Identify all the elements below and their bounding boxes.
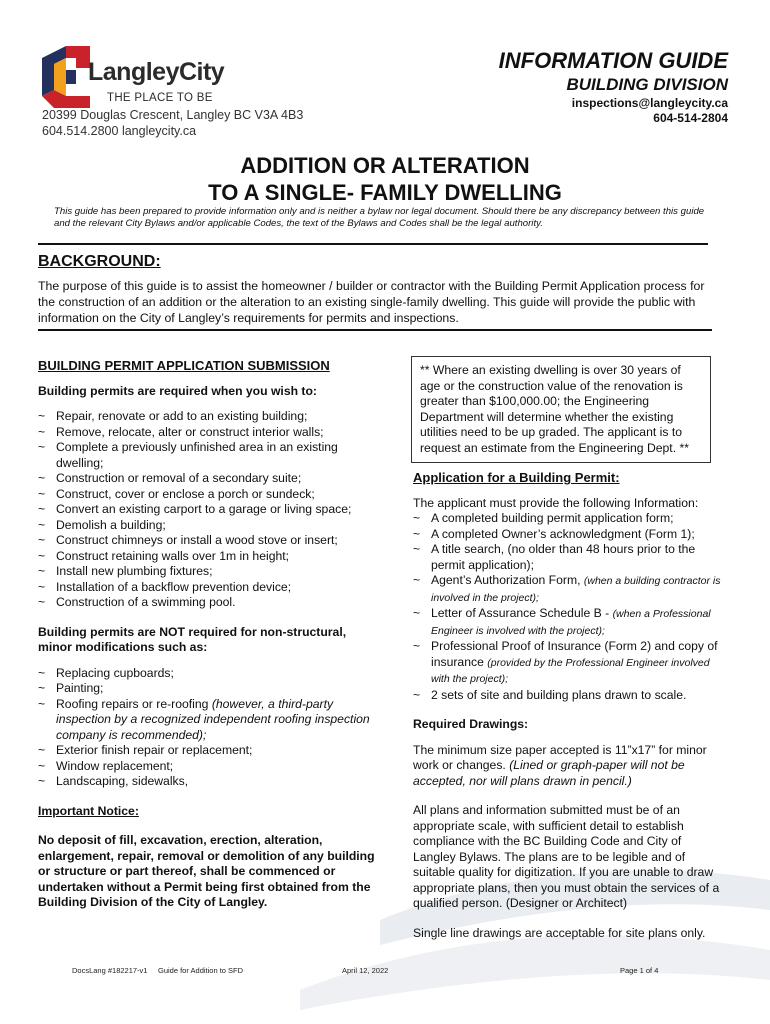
application-intro: The applicant must provide the following Information: bbox=[413, 495, 699, 510]
langley-city-logo-icon bbox=[42, 46, 90, 108]
item-note: (however, a third-party inspection by a recognized independent roofing inspection company is recommended); bbox=[56, 696, 370, 742]
required-list bbox=[38, 409, 378, 611]
list-item: ~ A completed building permit application form; bbox=[413, 511, 723, 527]
title-line-1: ADDITION OR ALTERATION bbox=[240, 153, 530, 178]
footer-date: April 12, 2022 bbox=[342, 966, 389, 975]
application-list bbox=[413, 511, 723, 703]
list-item bbox=[38, 697, 378, 744]
guide-title: INFORMATION GUIDE bbox=[498, 48, 728, 73]
drawings-paragraph-2: All plans and information submitted must be of an appropriate scale, with sufficient detail to establish compliance with the BC Building Code and City of Langley Bylaws. The plans are to be legible and of suitable quality for digitization. If you are unable to draw appropriate plans, then you must obtain the services of a qualified person. (Designer or Architect) bbox=[413, 803, 720, 910]
item-note: (when a Professional Engineer is involved with the project); bbox=[431, 608, 711, 637]
notice-text: No deposit of fill, excavation, erection, alteration, enlargement, repair, removal or demolition of any building or structure or part thereof, shall be commenced or undertaken without a Permit being first obtained from the Building Division of the City of Langley. bbox=[38, 833, 375, 909]
not-required-intro: Building permits are NOT required for non-structural, minor modifications such as: bbox=[38, 624, 347, 654]
title-line-2: TO A SINGLE- FAMILY DWELLING bbox=[208, 180, 562, 205]
page-title bbox=[0, 152, 770, 206]
logo-tagline: THE PLACE TO BE bbox=[107, 92, 213, 104]
list-item: ~ Exterior finish repair or replacement; bbox=[38, 743, 378, 759]
list-item: ~ Install new plumbing fixtures; bbox=[38, 564, 378, 580]
item-text: Roofing repairs or re-roofing bbox=[56, 696, 212, 711]
list-item: ~ A completed Owner’s acknowledgment (Form 1); bbox=[413, 527, 723, 543]
not-required-list bbox=[38, 666, 378, 790]
footer-doc-id: DocsLang #182217-v1 bbox=[72, 966, 148, 975]
list-item: ~ Complete a previously unfinished area in an existing dwelling; bbox=[38, 440, 378, 471]
item-text: Agent’s Authorization Form, bbox=[431, 573, 584, 587]
list-item bbox=[413, 606, 723, 639]
drawings-text: The minimum size paper accepted is 11”x17” for minor work or changes. bbox=[413, 742, 707, 772]
phone-number: 604-514-2804 bbox=[653, 111, 728, 125]
application-heading: Application for a Building Permit: bbox=[413, 470, 620, 485]
list-item: ~ Landscaping, sidewalks, bbox=[38, 774, 378, 790]
drawings-heading: Required Drawings: bbox=[413, 717, 529, 731]
list-item: ~ Replacing cupboards; bbox=[38, 666, 378, 682]
divider-top bbox=[38, 243, 708, 245]
submission-column bbox=[38, 358, 378, 911]
application-column bbox=[413, 470, 723, 941]
address-line: 20399 Douglas Crescent, Langley BC V3A 4B3 bbox=[42, 108, 304, 122]
item-text: Letter of Assurance Schedule B - bbox=[431, 606, 613, 620]
list-item: ~ Demolish a building; bbox=[38, 518, 378, 534]
drawings-note: (Lined or graph-paper will not be accepted, nor will plans drawn in pencil.) bbox=[413, 758, 685, 788]
list-item: ~ Convert an existing carport to a garage or living space; bbox=[38, 502, 378, 518]
list-item: ~ Construct chimneys or install a wood stove or insert; bbox=[38, 533, 378, 549]
list-item: ~ Construct retaining walls over 1m in height; bbox=[38, 549, 378, 565]
footer-doc-name: Guide for Addition to SFD bbox=[158, 966, 244, 975]
footer-page: Page 1 of 4 bbox=[620, 966, 659, 975]
drawings-paragraph-3: Single line drawings are acceptable for site plans only. bbox=[413, 925, 706, 940]
phone-web-line: 604.514.2800 langleycity.ca bbox=[42, 124, 197, 138]
list-item: ~ Window replacement; bbox=[38, 759, 378, 775]
divider-mid bbox=[38, 329, 712, 331]
background-text: The purpose of this guide is to assist the homeowner / builder or contractor with the Building Permit Application process for the construction of an addition or the alteration to an existing single-family dwelling. This guide will provide the public with information on the City of Langley’s requirements for permits and inspections. bbox=[38, 279, 705, 325]
list-item bbox=[413, 573, 723, 606]
list-item: ~ 2 sets of site and building plans drawn to scale. bbox=[413, 688, 723, 704]
required-intro: Building permits are required when you wish to: bbox=[38, 383, 317, 398]
division-title: BUILDING DIVISION bbox=[566, 75, 728, 94]
background-heading: BACKGROUND: bbox=[38, 253, 161, 270]
drawings-paragraph-1 bbox=[413, 743, 723, 790]
item-text: Professional Proof of Insurance (Form 2) and copy of insurance bbox=[431, 639, 718, 669]
list-item: ~ Installation of a backflow prevention device; bbox=[38, 580, 378, 596]
list-item: ~ Painting; bbox=[38, 681, 378, 697]
disclaimer: This guide has been prepared to provide information only and is neither a bylaw nor legal document. Should there be any discrepancy between this guide and the relevant City Bylaws and/or applicable Codes, the text of the Bylaws and Codes shall be the legal authority. bbox=[54, 206, 705, 229]
notice-heading: Important Notice: bbox=[38, 803, 139, 818]
item-note: (when a building contractor is involved in the project); bbox=[431, 575, 721, 604]
engineering-note-box: ** Where an existing dwelling is over 30 years of age or the construction value of the renovation is greater than $100,000.00; the Engineering Department will determine whether the existing utilities need to be up graded. The applicant is to request an estimate from the Engineering Dept. ** bbox=[411, 356, 711, 463]
list-item bbox=[413, 639, 723, 688]
submission-heading: BUILDING PERMIT APPLICATION SUBMISSION bbox=[38, 358, 330, 373]
list-item: ~ A title search, (no older than 48 hours prior to the permit application); bbox=[413, 542, 723, 573]
list-item: ~ Construction or removal of a secondary suite; bbox=[38, 471, 378, 487]
email-link[interactable]: inspections@langleycity.ca bbox=[571, 96, 728, 110]
logo-name: LangleyCity bbox=[88, 58, 225, 86]
list-item: ~ Construction of a swimming pool. bbox=[38, 595, 378, 611]
list-item: ~ Repair, renovate or add to an existing building; bbox=[38, 409, 378, 425]
list-item: ~ Construct, cover or enclose a porch or sundeck; bbox=[38, 487, 378, 503]
item-note: (provided by the Professional Engineer involved with the project); bbox=[431, 656, 710, 685]
list-item: ~ Remove, relocate, alter or construct interior walls; bbox=[38, 425, 378, 441]
